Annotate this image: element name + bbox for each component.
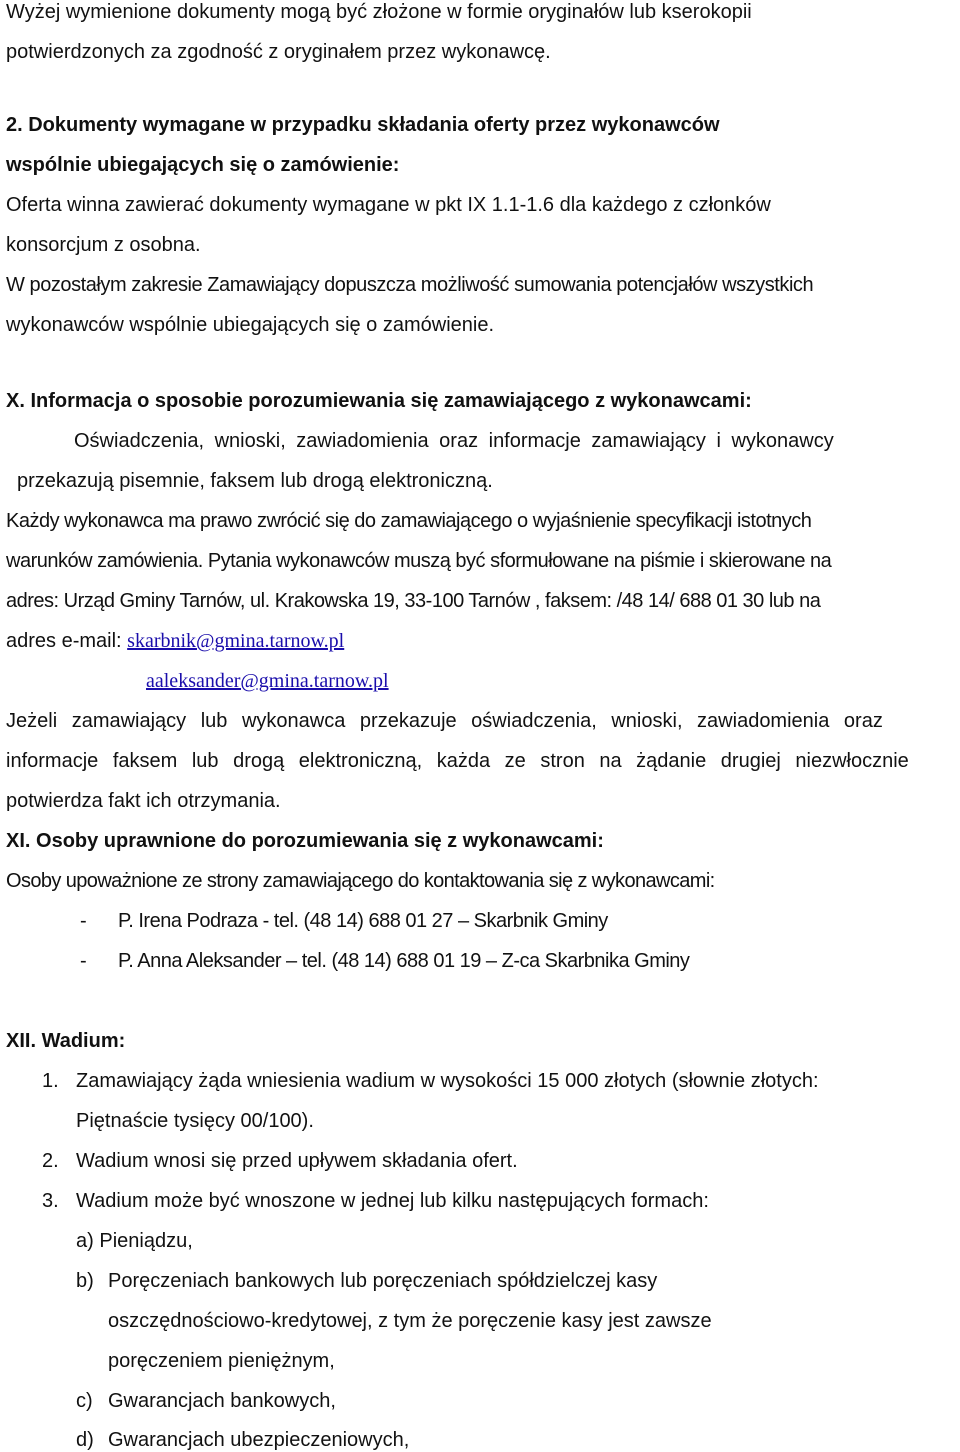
section-2-paragraph-1-line-2: konsorcjum z osobna. xyxy=(6,234,201,256)
email-link-skarbnik[interactable]: skarbnik@gmina.tarnow.pl xyxy=(127,630,345,652)
section-xi-intro: Osoby upoważnione ze strony zamawiającego do kontaktowania się z wykonawcami: xyxy=(6,870,715,892)
wadium-item-3-line-1: Wadium może być wnoszone w jednej lub kilku następujących formach: xyxy=(76,1190,709,1212)
section-x-paragraph-2-line-1: Każdy wykonawca ma prawo zwrócić się do zamawiającego o wyjaśnienie specyfikacji istotnych xyxy=(6,510,812,532)
section-2-paragraph-1-line-1: Oferta winna zawierać dokumenty wymagane w pkt IX 1.1-1.6 dla każdego z członków xyxy=(6,194,771,216)
person-dash-2: - xyxy=(80,950,87,972)
form-a-text: Pieniądzu, xyxy=(99,1230,193,1252)
section-x-paragraph-3-line-3: potwierdza fakt ich otrzymania. xyxy=(6,790,281,812)
section-2-heading-cont: wspólnie ubiegających się o zamówienie: xyxy=(6,154,400,176)
section-xi-heading: XI. Osoby uprawnione do porozumiewania się z wykonawcami: xyxy=(6,830,604,852)
form-a-letter: a) xyxy=(76,1230,94,1252)
section-2-paragraph-2-line-1: W pozostałym zakresie Zamawiający dopuszcza możliwość sumowania potencjałów wszystkich xyxy=(6,274,814,296)
form-d-text: Gwarancjach ubezpieczeniowych, xyxy=(108,1429,410,1451)
section-x-paragraph-2-line-2: warunków zamówienia. Pytania wykonawców muszą być sformułowane na piśmie i skierowane na xyxy=(6,550,832,572)
section-x-paragraph-1-line-2: przekazują pisemnie, faksem lub drogą elektroniczną. xyxy=(17,470,493,492)
section-x-paragraph-3-line-1: Jeżeli zamawiający lub wykonawca przekazuje oświadczenia, wnioski, zawiadomienia oraz xyxy=(6,710,883,732)
email-line-2 xyxy=(146,669,389,693)
person-dash-1: - xyxy=(80,910,87,932)
section-x-paragraph-3-line-2: informacje faksem lub drogą elektroniczną, każda ze stron na żądanie drugiej niezwłocznie xyxy=(6,750,909,772)
wadium-item-1-line-2: Piętnaście tysięcy 00/100). xyxy=(76,1110,314,1132)
form-b-line-3: poręczeniem pieniężnym, xyxy=(108,1350,335,1372)
form-a xyxy=(76,1229,193,1253)
email-link-aleksander[interactable]: aaleksander@gmina.tarnow.pl xyxy=(146,670,389,692)
wadium-item-2-number: 2. xyxy=(42,1150,59,1172)
email-line xyxy=(6,629,344,653)
form-b-letter: b) xyxy=(76,1270,94,1292)
form-d-letter: d) xyxy=(76,1429,94,1451)
section-x-paragraph-1-line-1: Oświadczenia, wnioski, zawiadomienia oraz informacje zamawiający i wykonawcy xyxy=(74,430,834,452)
wadium-item-1-number: 1. xyxy=(42,1070,59,1092)
person-2: P. Anna Aleksander – tel. (48 14) 688 01 19 – Z-ca Skarbnika Gminy xyxy=(118,950,690,972)
form-b-line-1: Poręczeniach bankowych lub poręczeniach spółdzielczej kasy xyxy=(108,1270,658,1292)
email-label: adres e-mail: xyxy=(6,630,128,652)
form-c-text: Gwarancjach bankowych, xyxy=(108,1390,336,1412)
section-x-paragraph-2-line-3: adres: Urząd Gminy Tarnów, ul. Krakowska 19, 33-100 Tarnów , faksem: /48 14/ 688 01 30 lub na xyxy=(6,590,821,612)
intro-line-1: Wyżej wymienione dokumenty mogą być złożone w formie oryginałów lub kserokopii xyxy=(6,1,752,23)
section-x-heading: X. Informacja o sposobie porozumiewania się zamawiającego z wykonawcami: xyxy=(6,390,752,412)
section-2-heading: 2. Dokumenty wymagane w przypadku składania oferty przez wykonawców xyxy=(6,114,720,136)
wadium-item-3-number: 3. xyxy=(42,1190,59,1212)
wadium-item-1-line-1: Zamawiający żąda wniesienia wadium w wysokości 15 000 złotych (słownie złotych: xyxy=(76,1070,819,1092)
intro-line-2: potwierdzonych za zgodność z oryginałem przez wykonawcę. xyxy=(6,41,551,63)
wadium-item-2-line-1: Wadium wnosi się przed upływem składania ofert. xyxy=(76,1150,518,1172)
section-2-paragraph-2-line-2: wykonawców wspólnie ubiegających się o zamówienie. xyxy=(6,314,495,336)
section-xii-heading: XII. Wadium: xyxy=(6,1030,126,1052)
form-b-line-2: oszczędnościowo-kredytowej, z tym że poręczenie kasy jest zawsze xyxy=(108,1310,712,1332)
form-c-letter: c) xyxy=(76,1390,93,1412)
person-1: P. Irena Podraza - tel. (48 14) 688 01 27 – Skarbnik Gminy xyxy=(118,910,608,932)
